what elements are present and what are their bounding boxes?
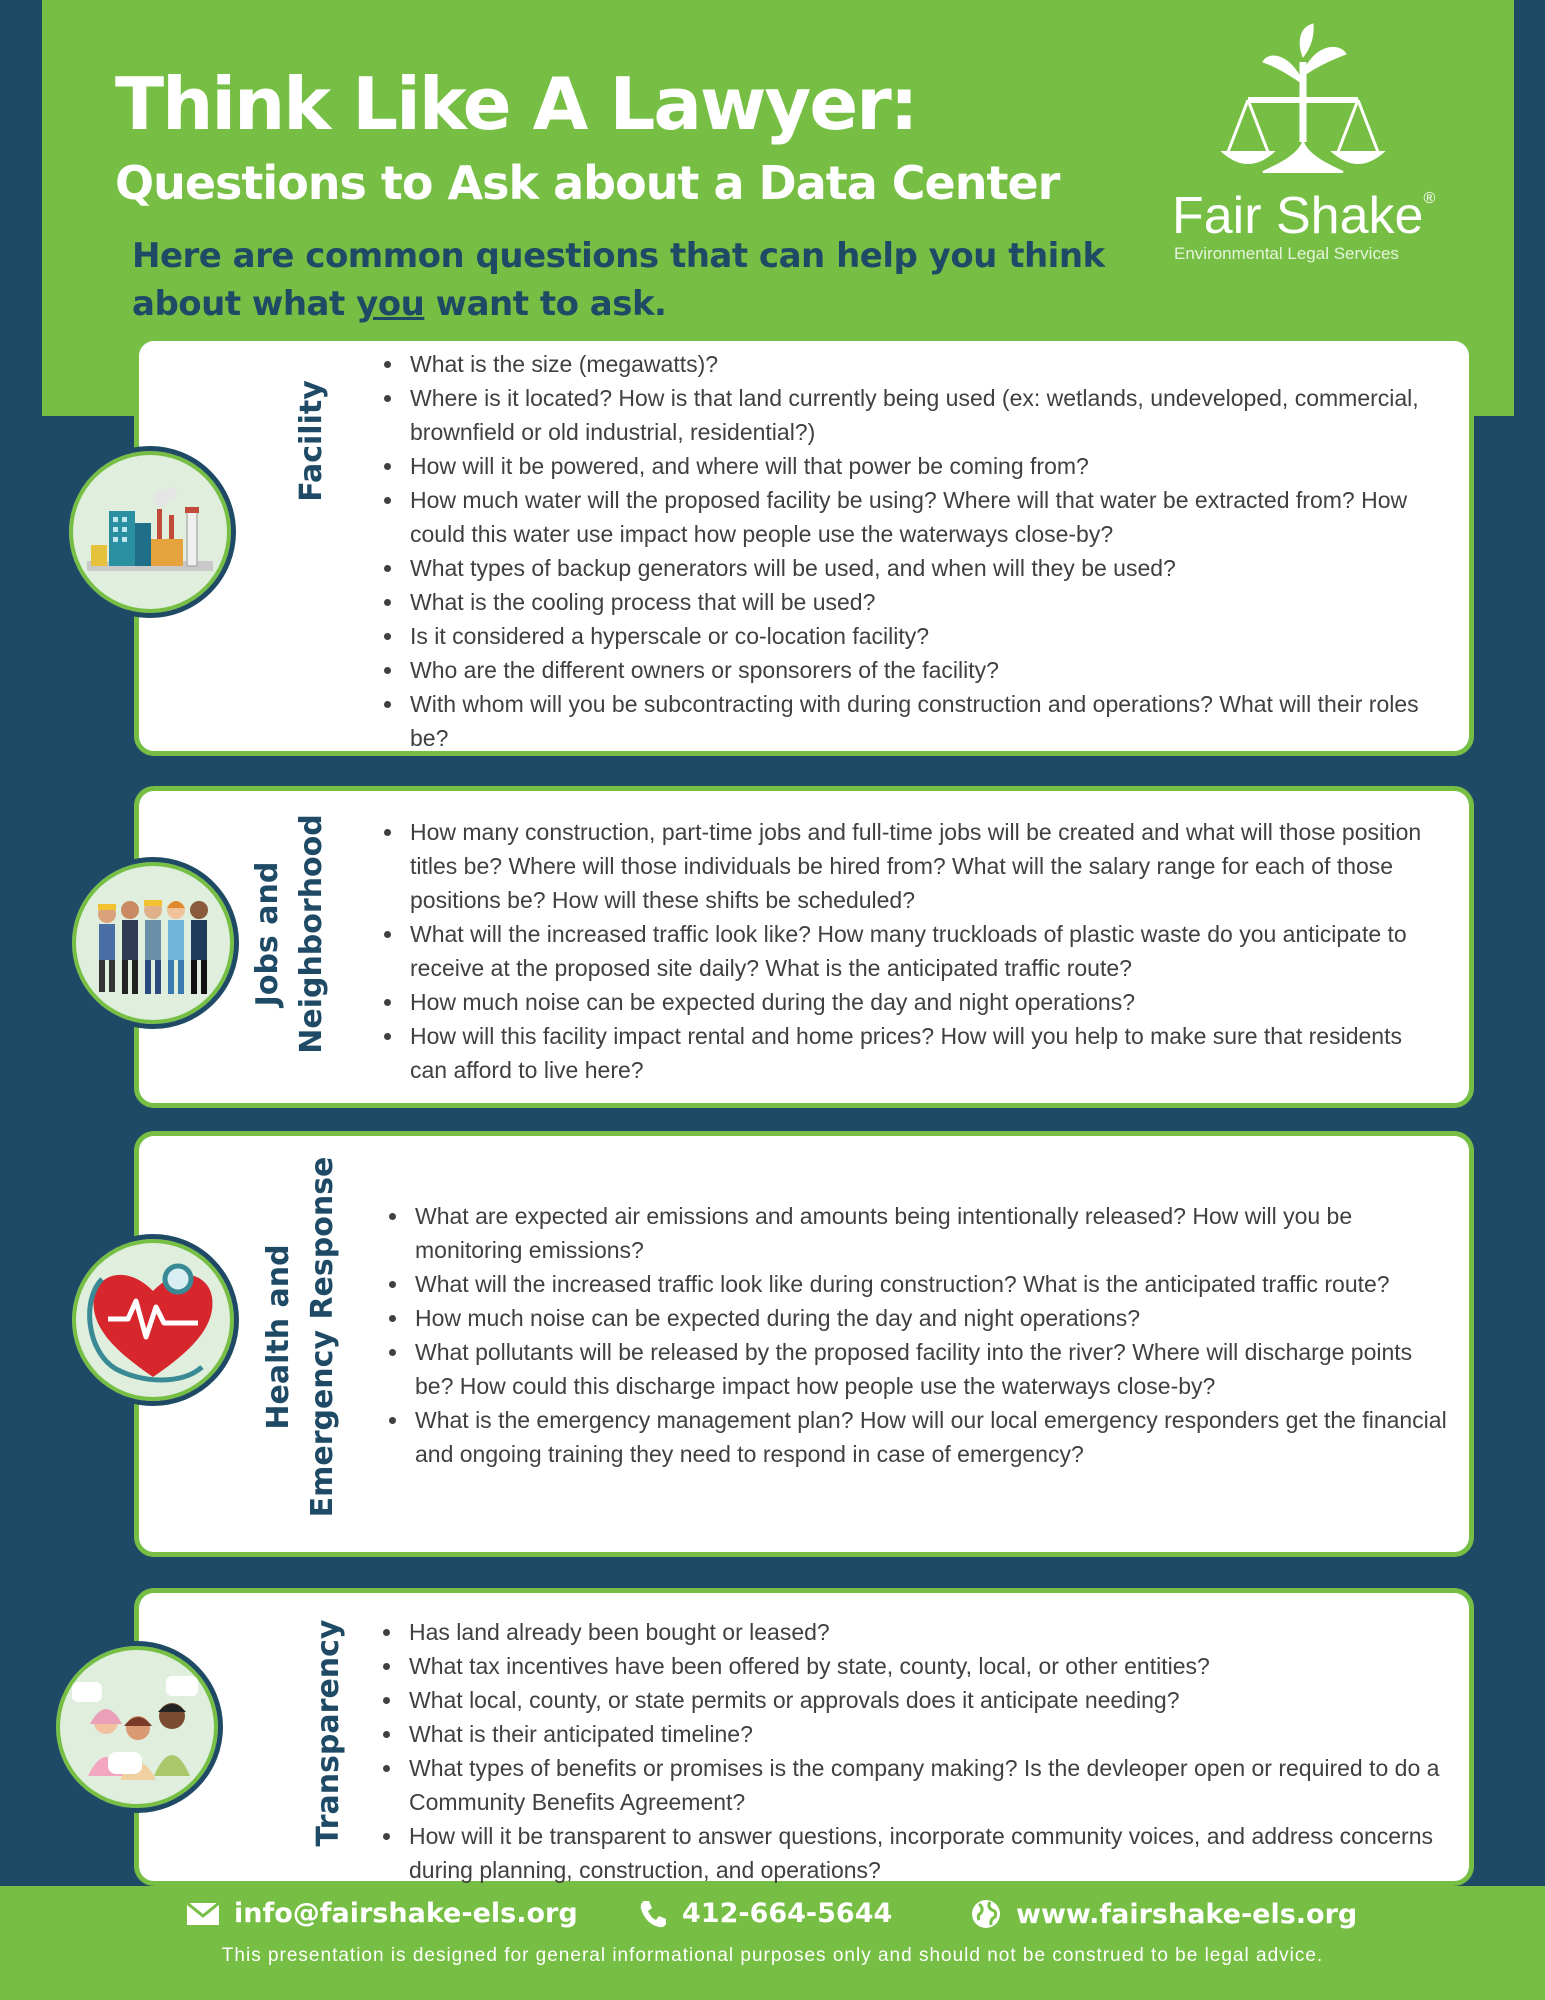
list-item: What is the size (megawatts)? [380,347,1440,381]
list-item: What local, county, or state permits or approvals does it anticipate needing? [379,1683,1449,1717]
envelope-icon [186,1902,220,1926]
phone-link[interactable]: 412-664-5644 [638,1898,892,1929]
list-item: What types of benefits or promises is the company making? Is the devleoper open or required to do a Community Benefits Agreement? [379,1751,1449,1819]
page-subtitle: Questions to Ask about a Data Center [115,156,1060,210]
list-item: Is it considered a hyperscale or co-location facility? [380,619,1440,653]
list-item: What will the increased traffic look like? How many truckloads of plastic waste do you anticipate to receive at the proposed site daily? What is the anticipated traffic route? [380,917,1440,985]
list-item: What is their anticipated timeline? [379,1717,1449,1751]
facility-card [134,336,1474,756]
email-link[interactable]: info@fairshake-els.org [186,1898,578,1929]
list-item: What is the emergency management plan? How will our local emergency responders get the financial and ongoing training they need to respond in case of emergency? [385,1403,1455,1471]
list-item: What types of backup generators will be used, and when will they be used? [380,551,1440,585]
logo-wordmark: Fair Shake® [1172,187,1436,245]
community-voices-icon [51,1641,223,1813]
list-item: Has land already been bought or leased? [379,1615,1449,1649]
health-label: Health and Emergency Response [261,1156,340,1518]
list-item: Where is it located? How is that land currently being used (ex: wetlands, undeveloped, commercial, brownfield or old industrial, residential?) [380,381,1440,449]
workers-icon [67,857,239,1029]
list-item: How much noise can be expected during the day and night operations? [380,985,1440,1019]
website-link[interactable]: www.fairshake-els.org [970,1898,1357,1930]
transparency-card [134,1588,1474,1886]
list-item: What tax incentives have been offered by state, county, local, or other entities? [379,1649,1449,1683]
heart-stethoscope-icon [67,1234,239,1406]
globe-icon [970,1898,1002,1930]
page-title: Think Like A Lawyer: [115,62,917,146]
list-item: Who are the different owners or sponsorers of the facility? [380,653,1440,687]
jobs-question-list [380,815,1440,1087]
intro-emphasis: you [356,284,425,324]
list-item: What will the increased traffic look like during construction? What is the anticipated traffic route? [385,1267,1455,1301]
list-item: With whom will you be subcontracting with during construction and operations? What will their roles be? [380,687,1440,755]
intro-text: Here are common questions that can help you think about what you want to ask. [132,236,1105,324]
disclaimer-text: This presentation is designed for general informational purposes only and should not be construed to be legal advice. [221,1945,1324,1966]
list-item: How will it be powered, and where will that power be coming from? [380,449,1440,483]
logo-tagline: Environmental Legal Services [1174,244,1399,263]
facility-label: Facility [294,380,329,502]
list-item: How will this facility impact rental and home prices? How will you help to make sure that residents can afford to live here? [380,1019,1440,1087]
list-item: How many construction, part-time jobs and full-time jobs will be created and what will those position titles be? Where will those individuals be hired from? What will the salary range for each of those positions be? How will these shifts be scheduled? [380,815,1440,917]
list-item: What pollutants will be released by the proposed facility into the river? Where will discharge points be? How could this discharge impact how people use the waterways close-by? [385,1335,1455,1403]
phone-icon [638,1899,668,1929]
list-item: How much water will the proposed facility be using? Where will that water be extracted from? How could this water use impact how people use the waterways close-by? [380,483,1440,551]
facility-question-list [380,347,1440,755]
list-item: What is the cooling process that will be used? [380,585,1440,619]
list-item: What are expected air emissions and amounts being intentionally released? How will you be monitoring emissions? [385,1199,1455,1267]
jobs-card [134,786,1474,1108]
transparency-label: Transparency [311,1619,346,1847]
list-item: How will it be transparent to answer questions, incorporate community voices, and address concerns during planning, construction, and operations? [379,1819,1449,1887]
transparency-question-list [379,1615,1449,1887]
factory-icon [64,446,236,618]
health-card [134,1131,1474,1557]
jobs-label: Jobs and Neighborhood [250,814,329,1054]
list-item: How much noise can be expected during the day and night operations? [385,1301,1455,1335]
health-question-list [385,1199,1455,1471]
